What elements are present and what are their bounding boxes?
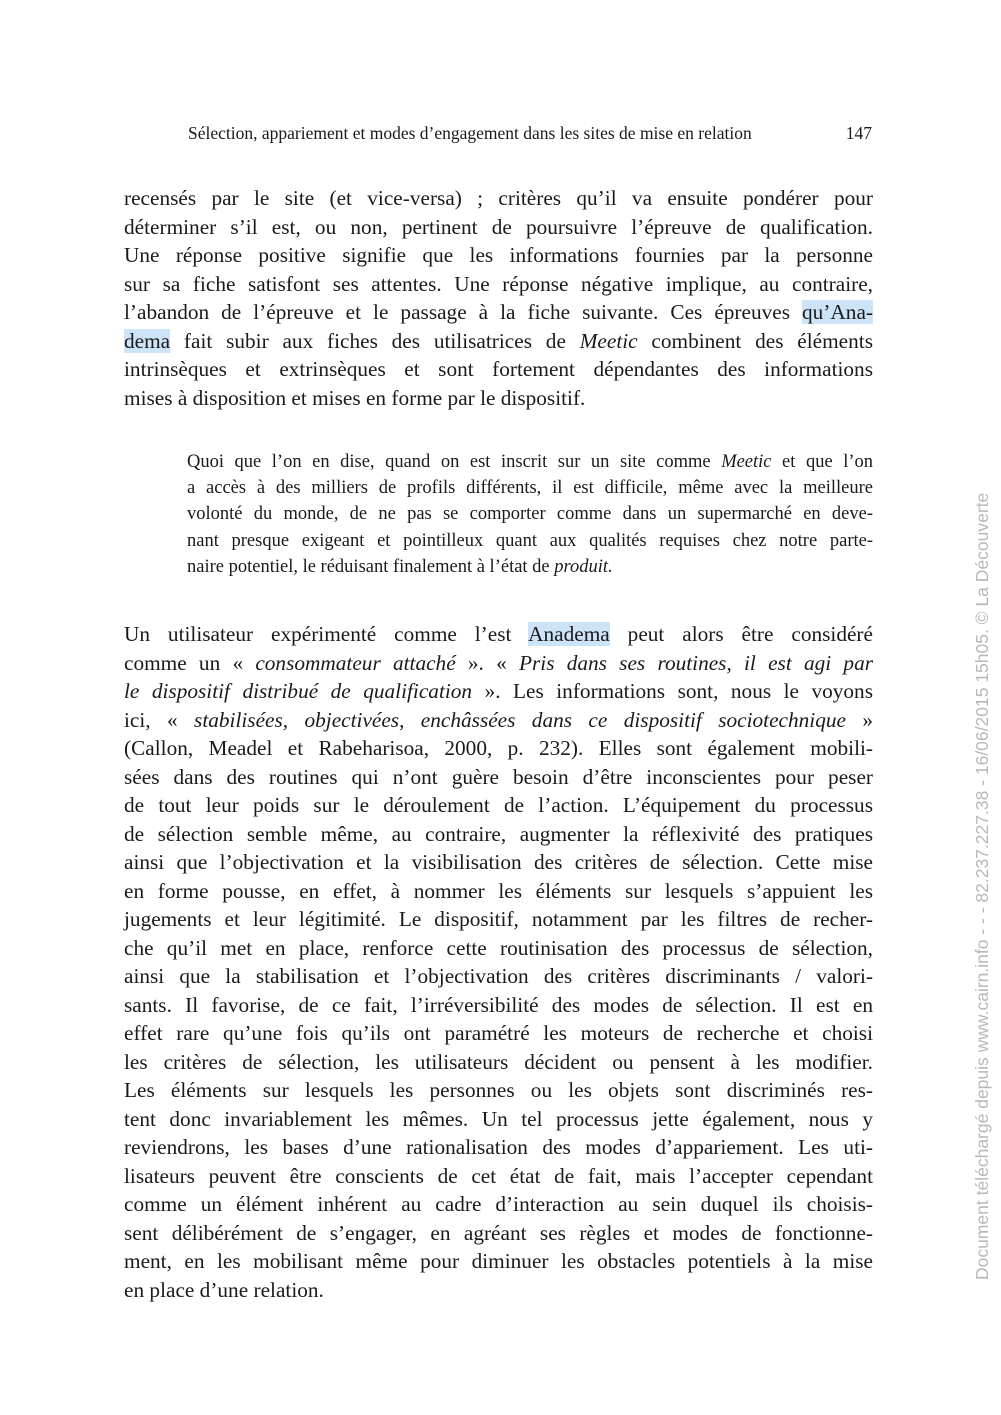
text-line: effet rare qu’une fois qu’ils ont paramétré les moteurs de recherche et choisi (124, 1021, 873, 1045)
highlighted-text[interactable]: dema (124, 328, 171, 353)
text-line: Un utilisateur expérimenté comme l’est Anadema peut alors être considéré (124, 622, 873, 646)
highlighted-text[interactable]: qu’Ana- (802, 300, 873, 324)
text-line: sur sa fiche satisfont ses attentes. Une réponse négative implique, au contraire, (124, 271, 873, 296)
text-line: de sélection semble même, au contraire, augmenter la réflexivité des pratiques (124, 821, 873, 846)
paragraph-1 (124, 184, 873, 412)
text-line: mises à disposition et mises en forme par le dispositif. (124, 385, 586, 410)
text-line: che qu’il met en place, renforce cette routinisation des processus de sélection, (124, 935, 873, 960)
quote-line: Quoi que l’on en dise, quand on est inscrit sur un site comme Meetic et que l’on (187, 452, 873, 472)
quote-line: nant presque exigeant et pointilleux quant aux qualités requises chez notre parte- (187, 530, 873, 551)
text-line: reviendrons, les bases d’une rationalisation des modes d’appariement. Les uti- (124, 1135, 873, 1159)
text-line: comme un « consommateur attaché ». « Pris dans ses routines, il est agi par (124, 650, 874, 675)
block-quote (187, 449, 873, 580)
text-line: Une réponse positive signifie que les informations fournies par la personne (124, 243, 873, 267)
text-line: lisateurs peuvent être conscients de cet état de fait, mais l’accepter cependant (124, 1163, 873, 1188)
text-line: Les éléments sur lesquels les personnes ou les objets sont discriminés res- (124, 1078, 873, 1102)
text-line: sent délibérément de s’engager, en agréant ses règles et modes de fonctionne- (124, 1220, 873, 1245)
quote-line: naire potentiel, le réduisant finalement à l’état de produit. (187, 556, 613, 577)
running-header (188, 123, 878, 144)
text-line: tent donc invariablement les mêmes. Un tel processus jette également, nous y (124, 1106, 873, 1131)
text-line: recensés par le site (et vice-versa) ; critères qu’il va ensuite pondérer pour (124, 186, 873, 210)
text-line: sants. Il favorise, de ce fait, l’irréversibilité des modes de sélection. Il est en (124, 992, 873, 1017)
text-line: sées dans des routines qui n’ont guère besoin d’être inconscientes pour peser (124, 764, 873, 789)
text-line: (Callon, Meadel et Rabeharisoa, 2000, p. 232). Elles sont également mobili- (124, 736, 873, 760)
quote-line: volonté du monde, de ne pas se comporter comme dans un supermarché en deve- (187, 504, 873, 525)
text-line: ici, « stabilisées, objectivées, enchâssées dans ce dispositif sociotechnique » (124, 707, 873, 732)
text-line: jugements et leur légitimité. Le dispositif, notamment par les filtres de recher- (124, 907, 873, 931)
text-line: les critères de sélection, les utilisateurs décident ou pensent à les modifier. (124, 1049, 873, 1074)
text-line: ainsi que l’objectivation et la visibilisation des critères de sélection. Cette mise (124, 850, 873, 874)
text-line: ainsi que la stabilisation et l’objectivation des critères discriminants / valori- (124, 964, 873, 988)
highlighted-text[interactable]: Anadema (528, 622, 610, 646)
paragraph-2 (124, 620, 873, 1304)
text-line: comme un élément inhérent au cadre d’interaction au sein duquel ils choisis- (124, 1192, 873, 1216)
page-number: 147 (845, 123, 872, 143)
download-watermark: Document téléchargé depuis www.cairn.info - - - 82.237.227.38 - 16/06/2015 15h05. © La Découverte (972, 492, 992, 1280)
text-line: dema fait subir aux fiches des utilisatrices de Meetic combinent des éléments (124, 328, 873, 353)
text-line: intrinsèques et extrinsèques et sont fortement dépendantes des informations (124, 357, 873, 381)
running-title: Sélection, appariement et modes d’engagement dans les sites de mise en relation (188, 123, 752, 143)
text-line: en forme pousse, en effet, à nommer les éléments sur lesquels s’appuient les (124, 878, 873, 903)
text-line: de tout leur poids sur le déroulement de l’action. L’équipement du processus (124, 793, 873, 817)
text-line: l’abandon de l’épreuve et le passage à la fiche suivante. Ces épreuves qu’Ana- (124, 300, 873, 324)
quote-line: a accès à des milliers de profils différents, il est difficile, même avec la meilleure (187, 478, 873, 499)
text-line: ment, en les mobilisant même pour diminuer les obstacles potentiels à la mise (124, 1249, 873, 1273)
text-line: le dispositif distribué de qualification ». Les informations sont, nous le voyons (124, 679, 873, 703)
text-line: en place d’une relation. (124, 1277, 324, 1302)
text-line: déterminer s’il est, ou non, pertinent de poursuivre l’épreuve de qualification. (124, 214, 873, 239)
